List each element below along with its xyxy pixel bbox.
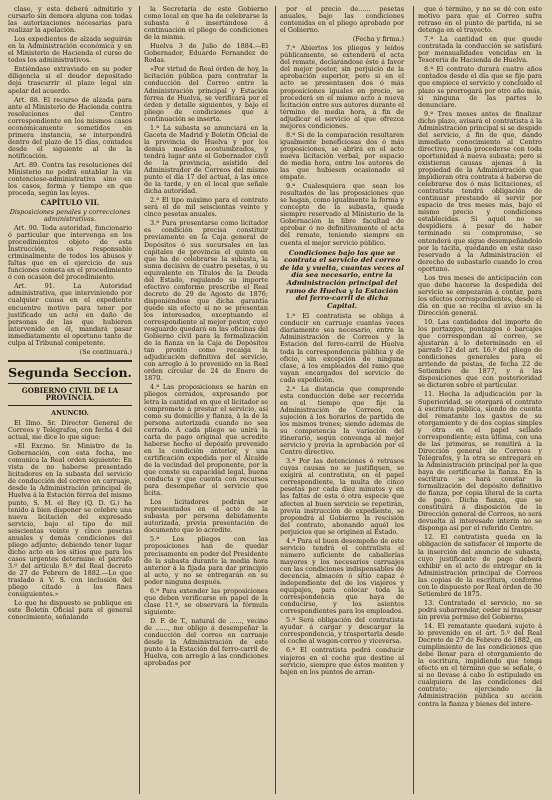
paragraph: 10. Las cantidades del importe de los portazgos, pontazgos ó barcajes que correspondan al correo, se ajustarán á lo determinado en el párrafo 12 del art. 16.º del pliego de condiciones generales para el arriendo de postas, de fecha 22 de Setiembre de 1877, y á las disposiciones que con posterioridad se dictaren sobre el particular. <box>418 318 542 390</box>
paragraph: 7.ª Abiertos los pliegos y leídos públicamente, se extenderá el acta del remate, declarándose éste á favor del mejor postor, sin perjuicio de la aprobación superior, pero si en el acto se presentasen dos ó más proposiciones iguales en precio, se procederá en el mismo acto á nueva licitación entre sus autores durante el término de media hora, á fin de adjudicar el servicio al que ofrezca mejores condiciones. <box>280 44 404 130</box>
paragraph: Huelva 3 de Julio de 1884.—El Gobernador, Eduardo Fernandez de Rodas. <box>144 42 268 65</box>
paragraph: que ó término, y no se dé con este motivo para que el Correo sufra retraso en el punto de partida, ni se detenga en el trayecto. <box>418 5 542 35</box>
paragraph: 3.ª Para presentarse como licitador es condición precisa constituir previamente en la Caja general de Depósitos ó sus sucursales en las capitales de provincia el quinto en que ha de celebrarse la subasta, la suma decisiva de cuatro pesetas, ó su equivalente en Títulos de la Deuda del Estado, regulando su importe efectivo conforme prescribe el Real decreto de 29 de Agosto de 1876; disponiéndose que dicha garantía quede sin efecto si no se presentan los interesados, exceptuando el correspondiente al mejor postor, cuyo resguardo quedará en las oficinas del Gobierno civil para la formalización de la fianza en la Caja de Depósitos tan pronto como recaiga la adjudicación definitiva del servicio, con arreglo á lo prevenido en la Real orden circular de 24 de Enero de 1870. <box>144 219 268 383</box>
paragraph: 11. Hecha la adjudicación por la Superioridad, se otorgará el contrato á escritura pública, siendo de cuenta del rematante los gastos de su otorgamiento y de dos copias simples y otra en el papel sellado correspondiente; esta última, con una de las primeras, se remitirá á la Dirección general de Correos y Telégrafos, y la otra se entregará en la Administración principal por la que haya de certificarse la fianza. En la escritura se hará constar la formalización del depósito definitivo de fianza, por copia literal de la carta de pago. Dicha fianza, que se constituirá á disposición de la Dirección general de Correos, no será devuelta al interesado interin no se disponga así por el referido Centro. <box>418 390 542 533</box>
column-1 <box>8 6 132 623</box>
section-divider <box>8 360 132 362</box>
paragraph: Los expedientes de alzada seguirán en la Administración económica y en el Ministerio de Hacienda el curso de todos los administrativos. <box>8 35 132 65</box>
column-separator <box>413 6 414 794</box>
paragraph: Art. 91. La Autoridad administrativa, que interviniendo por cualquier causa en el expediente encuentre motivo para tener por justificado un acto en daño de personas de las que hubieren intervenido en él, mandará pasar inmediatamente el oportuno tanto de culpa al Tribunal competente. <box>8 282 132 347</box>
paragraph: Art. 88. El recurso de alzada para ante el Ministerio de Hacienda contra resoluciones del Centro correspondiente en los mismos casos económicamente sometidos en primera instancia, se interpondrá dentro del plazo de 15 días, contados desde el siguiente al de la notificación. <box>8 95 132 160</box>
column-2 <box>144 6 268 669</box>
paragraph: 8.ª El contrato durará cuatro años contados desde el día que se fije para que empiece el servicio y concluido el plazo se prorrogará por otro año más, si ninguna de las partes lo denunciare. <box>418 65 542 109</box>
paragraph: 1.ª La subasta se anunciará en la Gaceta de Madrid y Boletín Oficial de la provincia de Huelva y por los demás medios acostumbrados, y tendrá lugar ante el Gobernador civil de la provincia, asistido del Administrador de Correos del mismo punto el día 17 del actual, á las once de la tarde, y en el local que señale dicha autoridad. <box>144 123 268 196</box>
section-title: Segunda Seccion. <box>8 364 132 380</box>
paragraph: Art. 90. Toda autoridad, funcionario ó particular que intervenga en los procedimientos objeto de esta Instrucción, es responsable criminalmente de todos los abusos y faltas que en el ejercicio de sus funciones cometa en el procedimiento ó con ocasión del procedimiento. <box>8 224 132 282</box>
paragraph: 13. Contratado el servicio, no se podrá subarrendar, ceder ni traspasar sin previa permiso del Gobierno. <box>418 598 542 621</box>
paragraph: «El Excmo. Sr. Ministro de la Gobernación, con esta fecha, me comunica la Real orden siguiente: En vista de no haberse presentado licitadores en la subasta del servicio de conducción del correo en carruaje, desde la Administración principal de Huelva á la Estación férrea del mismo punto, S. M. el Rey (Q. D. G.) ha tenido á bien disponer se celebre una nueva licitación del expresado servicio, bajo el tipo de mil seiscientas veinte y cinco pesetas anuales y demás condiciones del pliego adjunto; debiendo tener lugar dicho acto en los sitios que para los casos urgentes determine el párrafo 3.º del artículo 8.º del Real decreto de 27 de Febrero de 1882.—Lo que traslado á V. S. con inclusión del pliego citado á los fines consiguientes.» <box>8 442 132 599</box>
paragraph: 14. El rematante quedará sujeto á lo prevenido en el art. 5.º del Real Decreto de 27 de Febrero de 1882, en cumplimiento de las condiciones que debe llenar para el otorgamiento de la escritura, impidiendo que tenga efecto en el término que se señale, ó si no llevase á cabo lo estipulado en cualquiera de las condiciones del contrato; ejerciendo la Administración pública su acción contra la fianza y bienes del intere- <box>418 621 542 708</box>
paragraph: Los licitadores podrán ser representados en el acto de la subasta por persona debidamente autorizada, previa presentación de documento que lo acredite. <box>144 498 268 535</box>
divider <box>8 405 132 406</box>
paragraph: 4.ª Para el buen desempeño de este servicio tendrá el contratista el número suficiente de caballerías mayores y los necesarios carruajes con las condiciones indispensables de decencia, almacén ó sitio capaz é independiente del de los viajeros y equipajes, para colocar toda la correspondencia que haya de conducirse, y los asientos correspondientes para los empleados. <box>280 536 404 616</box>
paragraph: Entiéndase extraviado en su poder diligencia si el deudor depositado deja trascurrir el plazo legal sin apelar del acuerdo. <box>8 65 132 95</box>
column-separator <box>139 6 140 794</box>
paragraph: 6.ª Para extender las proposiciones que deben verificarse en papel de la clase 11.ª, se observará la fórmula siguiente: <box>144 586 268 616</box>
paragraph: 12. El contratista queda en la obligación de satisfacer el importe de la inserción del anuncio de subasta, cuyo justificante de pago deberá exhibir en el acto de entregar en la Administración principal de Correos las copias de la escritura, conforme con lo dispuesto por Real órden de 30 Setiembre de 1875. <box>418 533 542 598</box>
paragraph: El Ilmo. Sr. Director General de Correos y Telégrafos, con fecha 4 del actual, me dice lo que sigue: <box>8 419 132 442</box>
paragraph: Art. 89. Contra las resoluciones del Ministerio no podrá entablar la vía contencioso-administrativa sino en los casos, forma y tiempo en que proceda, según las leyes. <box>8 160 132 198</box>
paragraph: Lo que he dispuesto se publique en este Boletín Oficial para el general conocimiento, señalando <box>8 599 132 622</box>
continued-note: (Se continuará.) <box>79 347 132 356</box>
paragraph: 2.ª La distancia que comprende esta conducción debe ser recorrida en el tiempo que fije la Administración de Correos, con sujeción á los horarios de partida de los mismos trenes; siendo además de su competencia la variación del itinerario, según convenga al mejor servicio y previa la aprobación por el Centro directivo. <box>280 384 404 457</box>
divider <box>8 383 132 384</box>
paragraph: 3.ª Por las detenciones ó retrasos cuyas causas no se justifiquen, se exigirá al contratista, en el papel correspondiente, la multa de cinco pesetas por cada diez minutos y en las faltas de esta ó otra especie que afecten al buen servicio se repetirán, previa instrucción de expediente, se propondrá al Gobierno la rescisión del contrato, abonando aquél los perjuicios que se originen al Estado. <box>280 457 404 536</box>
paragraph: «Por virtud de Real órden de hoy, la licitación pública para contratar la conducción del Correo entre la Administración principal y Estación férrea de Huelva, se verificará por el órden y detalle siguientes, y bajo el pliego de condiciones que á continuación se inserta. <box>144 65 268 123</box>
paragraph: 1.ª El contratista se obliga á conducir en carruaje cuantas veces diariamente sea necesario, entre la Administración de Correos y la Estación del ferro-carril de Huelva toda la correspondencia pública y de oficio, sin excepción de ninguna clase, á los empleados del ramo que vayan encargados del servicio de cada expedición. <box>280 312 404 384</box>
paragraph: 9.ª Tres meses antes de finalizar dicho plazo, avisará el contratista á la Administración principal si se despide del servicio, á fin de que, dando inmediato conocimiento al Centro directivo, pueda procederse con toda oportunidad á nueva subasta; pero si existieran causas ajenas á la propiedad de la Administración que impidieran otra contrata á haberse de celebrarse dos ó más licitaciones, el contratista tendrá obligación de continuar prestando el servir por espacio de tres meses más, bajo el mismo precio y condiciones establecidas. Si aquél no se despidiera á pesar de haber terminado su compromiso, se entenderá que sigue desempeñándolo por la tácita, quedando en este caso reservado á la Administración el derecho de subastarlo cuando lo crea oportuno. <box>418 109 542 273</box>
paragraph: 8.ª Si de la comparación resultaren igualmente beneficiosas dos ó más proposiciones, se abrirá en el acto nueva licitación verbal, por espacio de media hora, entre los autores de las que hubiesen ocasionado el empate. <box>280 130 404 182</box>
paragraph: la Secretaría de este Gobierno como local en que ha de celebrarse la subasta é insertándose á continuación el pliego de condiciones de la misma. <box>144 5 268 42</box>
paragraph: por el precio de...... pesetas anuales, bajo las condiciones contenidas en el pliego aprobado por el Gobierno. <box>280 5 404 35</box>
column-3 <box>280 6 404 678</box>
column-4 <box>418 6 542 710</box>
paragraph: 4.ª Las proposiciones se harán en pliegos cerrados, expresando por letra la cantidad en que el licitador se compromete á prestar el servicio, así como su domicilio y fianza, á la de la persona autorizada cuando no sea cerrado. A cada pliego se unirá la carta de pago original que acredite haberse hecho el depósito prevenido en la condición anterior, y una certificación expedida por el Alcalde de la vecindad del proponente, por la que conste su capacidad legal, buena conducta y que cuenta con recursos para desempeñar el servicio que licita. <box>144 383 268 498</box>
paragraph: 2.ª El tipo máximo para el contrato será el de mil seiscientas veinte y cinco pesetas anuales. <box>144 196 268 219</box>
paragraph: Los tres meses de anticipación con que debe hacerse la despedida del servicio se empezarán á contar, para los efectos correspondientes, desde el día en que se reciba el aviso en la Dirección general. <box>418 273 542 317</box>
section-subtitle: GOBIERNO CIVIL DE LA PROVINCIA. <box>21 385 119 403</box>
announcement-heading: ANUNCIO. <box>51 408 89 417</box>
paragraph: 5.ª Será obligación del contratista ayudar á cargar y descargar la correspondencia, y trasportarla desde el coche al wagon-correo y viceversa. <box>280 616 404 646</box>
chapter-heading: CAPÍTULO VII. <box>40 198 100 208</box>
signature-note: (Fecha y firma.) <box>352 35 404 44</box>
chapter-subtitle: Disposiciones penales y correcciones administrativas. <box>9 207 131 223</box>
paragraph: clase, y esta deberá admitirlo y cursarlo sin demora alguna con todas las autorizaciones necesarias para realizar la apelación. <box>8 5 132 35</box>
paragraph: 7.ª La cantidad en que quede contratada la conducción se satisfará por mensualidades vencidas en la Tesorería de Hacienda de Huelva. <box>418 35 542 65</box>
paragraph: 6.ª El contratista podrá conducir viajeros en el coche que destine al servicio, siempre que éstos monten y bajen en los puntos de arran- <box>280 646 404 676</box>
conditions-heading: Condiciones bajo las que se contrata el servicio del correo de ida y vuelta, cuantas veces al día sea necesario, entre la Administración principal del ramo de Huelva y la Estación del ferro-carril de dicha Capital. <box>280 248 404 310</box>
paragraph: D. F. de T., natural de ......, vecino de ......, me obligo á desempeñar la conducción del correo en carruaje desde la Administración de este punto á la Estación del ferro-carril de Huelva, con arreglo á las condiciones aprobadas por <box>144 616 268 668</box>
column-separator <box>275 6 276 794</box>
paragraph: 5.ª Los pliegos con las proposiciones han de quedar precisamente en poder del Presidente de la subasta durante la media hora anterior á la fijada para dar principio al acto, y no se entregarán en su poder ninguna después. <box>144 535 268 586</box>
paragraph: 9.ª Cualesquiera que sean los resultados de las proposiciones que se hagan, como igualmente la forma y concepto de la subasta, queda siempre reservado al Ministerio de la Gobernación la libre facultad de aprobar ó no definitivamente el acta del remate, teniendo siempre en cuenta el mejor servicio público. <box>280 182 404 247</box>
